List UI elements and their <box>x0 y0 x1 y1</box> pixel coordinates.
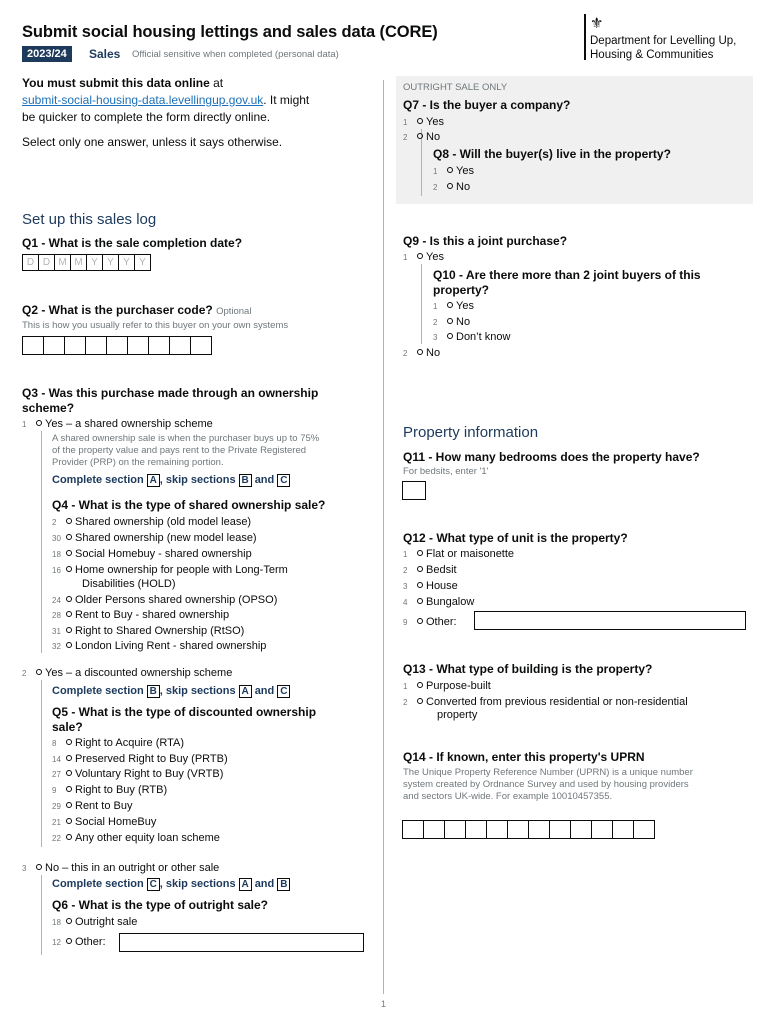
q3-option-discounted[interactable]: 2 Yes – a discounted ownership scheme <box>22 667 233 679</box>
radio-icon[interactable] <box>417 349 423 355</box>
q7-option-no[interactable]: 2 No <box>403 131 441 143</box>
page-title: Submit social housing lettings and sales data (CORE) <box>22 23 438 41</box>
q9-option-yes[interactable]: 1 Yes <box>403 251 444 263</box>
date-box[interactable]: Y <box>134 254 151 271</box>
q13-option-converted-continued: property <box>437 709 478 721</box>
intro-text: You must submit this data online at submit-social-housing-data.levellingup.gov.uk. It might be quicker to complete the form directly online. <box>22 76 310 124</box>
q5-option[interactable]: 9 Right to Buy (RTB) <box>52 784 168 796</box>
form-type-label: Sales <box>89 47 121 61</box>
q5-option[interactable]: 27 Voluntary Right to Buy (VRTB) <box>52 768 224 780</box>
date-box[interactable]: M <box>54 254 71 271</box>
column-divider <box>383 80 384 994</box>
q12-option[interactable]: 4 Bungalow <box>403 596 475 608</box>
q10-option-yes[interactable]: 1 Yes <box>433 300 474 312</box>
sensitivity-label: Official sensitive when completed (personal data) <box>132 49 339 60</box>
date-box[interactable]: Y <box>118 254 135 271</box>
group-bracket <box>421 264 422 344</box>
radio-icon[interactable] <box>66 550 72 556</box>
date-box[interactable]: D <box>38 254 55 271</box>
q7-option-yes[interactable]: 1 Yes <box>403 116 444 128</box>
q5-option[interactable]: 8 Right to Acquire (RTA) <box>52 737 185 749</box>
q1-label: Q1 - What is the sale completion date? <box>22 236 243 250</box>
q10-label: Q10 - Are there more than 2 joint buyers of this property? <box>433 268 701 297</box>
q4-options <box>52 515 288 655</box>
routing-instruction-c: Complete section C , skip sections A and B <box>52 878 290 891</box>
q4-option[interactable]: 16 Home ownership for people with Long-Term <box>52 564 288 576</box>
q3-label: Q3 - Was this purchase made through an ownership scheme? <box>22 386 319 415</box>
radio-icon[interactable] <box>417 133 423 139</box>
uprn-input[interactable] <box>402 820 655 839</box>
q12-option-other[interactable]: 9 Other: <box>403 616 457 628</box>
q6-option-other[interactable]: 12 Other: <box>52 936 106 948</box>
q14-label: Q14 - If known, enter this property's UPRN <box>403 750 645 764</box>
radio-icon[interactable] <box>66 918 72 924</box>
q8-option-no[interactable]: 2 No <box>433 181 471 193</box>
q8-label: Q8 - Will the buyer(s) live in the property? <box>433 147 671 161</box>
radio-icon[interactable] <box>66 739 72 745</box>
q12-option[interactable]: 2 Bedsit <box>403 564 457 576</box>
radio-icon[interactable] <box>447 302 453 308</box>
routing-instruction-b: Complete section B , skip sections A and C <box>52 685 290 698</box>
q4-option[interactable]: 24 Older Persons shared ownership (OPSO) <box>52 594 278 606</box>
radio-icon[interactable] <box>66 834 72 840</box>
section-heading-property: Property information <box>403 424 539 441</box>
radio-icon[interactable] <box>447 167 453 173</box>
radio-icon[interactable] <box>66 770 72 776</box>
radio-icon[interactable] <box>66 786 72 792</box>
shared-ownership-hint: A shared ownership sale is when the purchaser buys up to 75% of the property value and pays rent to the Private Registered Provider (PRP) on the remaining portion. <box>52 433 320 468</box>
q4-option[interactable]: 2 Shared ownership (old model lease) <box>52 516 252 528</box>
q8-option-yes[interactable]: 1 Yes <box>433 165 474 177</box>
q3-option-shared[interactable]: 1 Yes – a shared ownership scheme <box>22 418 213 430</box>
radio-icon[interactable] <box>66 818 72 824</box>
radio-icon[interactable] <box>66 566 72 572</box>
q11-hint: For bedsits, enter '1' <box>403 466 489 477</box>
q5-options <box>52 736 228 847</box>
q4-option[interactable]: 32 London Living Rent - shared ownership <box>52 640 267 652</box>
outright-only-label: OUTRIGHT SALE ONLY <box>403 82 508 93</box>
radio-icon[interactable] <box>417 566 423 572</box>
group-bracket <box>41 431 42 653</box>
department-name: Department for Levelling Up, Housing & Communities <box>590 35 737 61</box>
radio-icon[interactable] <box>417 582 423 588</box>
q4-option[interactable]: 31 Right to Shared Ownership (RtSO) <box>52 625 245 637</box>
q4-option-continued: Disabilities (HOLD) <box>82 578 176 590</box>
q11-label: Q11 - How many bedrooms does the property have? <box>403 450 700 464</box>
radio-icon[interactable] <box>66 518 72 524</box>
q4-option[interactable]: 28 Rent to Buy - shared ownership <box>52 609 230 621</box>
radio-icon[interactable] <box>36 420 42 426</box>
q4-option[interactable]: 30 Shared ownership (new model lease) <box>52 532 257 544</box>
instruction-text: Select only one answer, unless it says otherwise. <box>22 135 283 149</box>
radio-icon[interactable] <box>36 669 42 675</box>
q9-option-no[interactable]: 2 No <box>403 347 441 359</box>
routing-instruction-a: Complete section A , skip sections B and C <box>52 474 290 487</box>
q10-option-no[interactable]: 2 No <box>433 316 471 328</box>
radio-icon[interactable] <box>66 534 72 540</box>
royal-crest-icon: ⚜ <box>590 15 604 32</box>
q12-other-input[interactable] <box>474 611 746 630</box>
q12-option[interactable]: 1 Flat or maisonette <box>403 548 515 560</box>
radio-icon[interactable] <box>66 938 72 944</box>
bedrooms-input[interactable] <box>402 481 426 500</box>
group-bracket <box>41 875 42 955</box>
radio-icon[interactable] <box>66 611 72 617</box>
radio-icon[interactable] <box>66 642 72 648</box>
date-box[interactable]: Y <box>86 254 103 271</box>
radio-icon[interactable] <box>66 755 72 761</box>
q5-option[interactable]: 21 Social HomeBuy <box>52 816 157 828</box>
date-box[interactable]: Y <box>102 254 119 271</box>
q13-label: Q13 - What type of building is the property? <box>403 662 653 676</box>
radio-icon[interactable] <box>417 550 423 556</box>
radio-icon[interactable] <box>417 253 423 259</box>
q12-option[interactable]: 3 House <box>403 580 458 592</box>
radio-icon[interactable] <box>417 618 423 624</box>
radio-icon[interactable] <box>66 627 72 633</box>
radio-icon[interactable] <box>447 183 453 189</box>
date-input[interactable] <box>22 254 151 271</box>
q5-option[interactable]: 29 Rent to Buy <box>52 800 133 812</box>
year-badge: 2023/24 <box>22 46 72 62</box>
date-box[interactable]: D <box>22 254 39 271</box>
q12-options <box>403 547 514 611</box>
q5-label: Q5 - What is the type of discounted ownership sale? <box>52 705 317 734</box>
q2-label: Q2 - What is the purchaser code? Optional <box>22 303 252 317</box>
radio-icon[interactable] <box>417 698 423 704</box>
q2-hint: This is how you usually refer to this buyer on your own systems <box>22 320 289 331</box>
q14-hint: The Unique Property Reference Number (UPRN) is a unique number system created by Ordnance Survey and used by housing providers and sectors UK-wide. For example 10010457355. <box>403 767 693 802</box>
purchaser-code-input[interactable] <box>22 336 212 355</box>
radio-icon[interactable] <box>66 802 72 808</box>
q13-option-purpose-built[interactable]: 1 Purpose-built <box>403 680 491 692</box>
radio-icon[interactable] <box>417 682 423 688</box>
logo-rule <box>584 14 586 60</box>
service-link[interactable]: submit-social-housing-data.levellingup.gov.uk <box>22 93 264 107</box>
date-box[interactable]: M <box>70 254 87 271</box>
radio-icon[interactable] <box>36 864 42 870</box>
q5-option[interactable]: 14 Preserved Right to Buy (PRTB) <box>52 753 228 765</box>
q10-option-dont-know[interactable]: 3 Don’t know <box>433 331 511 343</box>
section-heading-setup: Set up this sales log <box>22 211 157 228</box>
group-bracket <box>41 680 42 847</box>
q6-other-input[interactable] <box>119 933 364 952</box>
radio-icon[interactable] <box>417 118 423 124</box>
q4-option[interactable]: 18 Social Homebuy - shared ownership <box>52 548 252 560</box>
page-number: 1 <box>381 999 387 1009</box>
radio-icon[interactable] <box>447 333 453 339</box>
q3-option-outright[interactable]: 3 No – this in an outright or other sale <box>22 862 220 874</box>
radio-icon[interactable] <box>417 598 423 604</box>
q9-label: Q9 - Is this a joint purchase? <box>403 234 568 248</box>
q6-option-outright[interactable]: 18 Outright sale <box>52 916 138 928</box>
q6-label: Q6 - What is the type of outright sale? <box>52 898 269 912</box>
q13-option-converted[interactable]: 2 Converted from previous residential or non-residential <box>403 696 688 708</box>
q12-label: Q12 - What type of unit is the property? <box>403 531 628 545</box>
q7-label: Q7 - Is the buyer a company? <box>403 98 571 112</box>
radio-icon[interactable] <box>66 596 72 602</box>
q4-label: Q4 - What is the type of shared ownership sale? <box>52 498 326 512</box>
q5-option[interactable]: 22 Any other equity loan scheme <box>52 832 220 844</box>
radio-icon[interactable] <box>447 318 453 324</box>
